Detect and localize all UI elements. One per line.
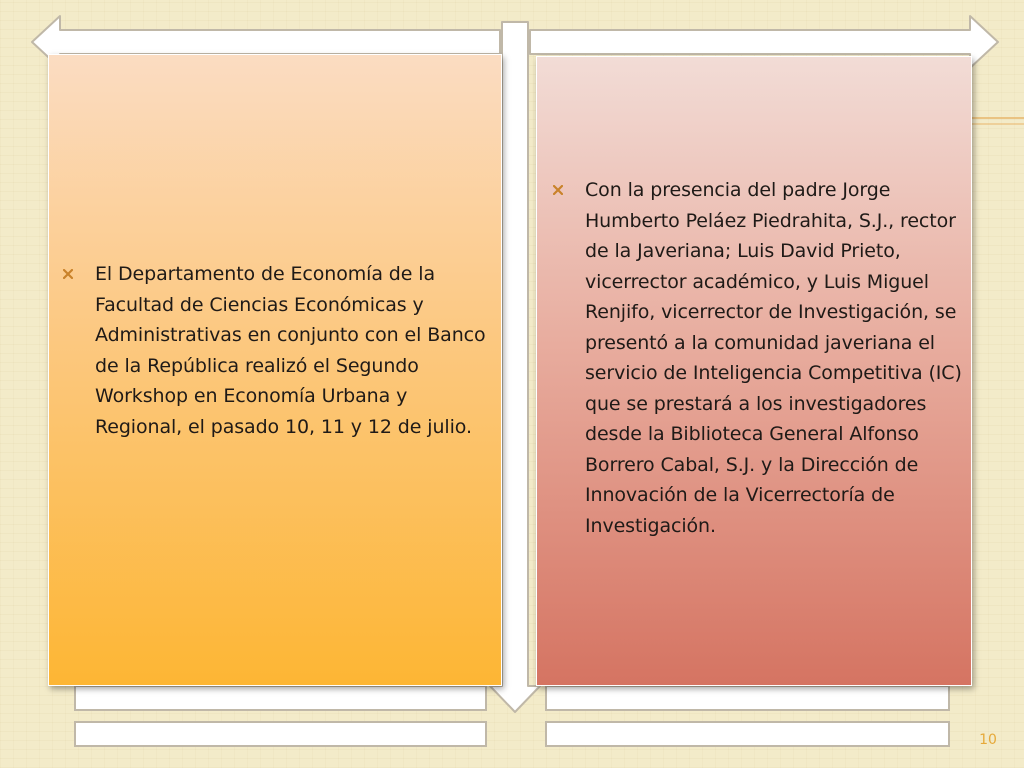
right-content-panel <box>536 56 972 686</box>
right-bullet-item <box>549 175 963 541</box>
x-bullet-icon <box>59 259 95 289</box>
left-content-panel <box>48 54 502 686</box>
bottom-bar-left-1 <box>75 686 486 710</box>
slide-number: 10 <box>979 732 997 748</box>
left-panel-text: El Departamento de Economía de la Facultad de Ciencias Económicas y Administrativas en conjunto con el Banco de la República realizó el Segundo Workshop en Economía Urbana y Regional, el pasado 10, 11 y 12 de julio. <box>95 263 486 438</box>
x-bullet-icon <box>549 175 585 205</box>
right-panel-text: Con la presencia del padre Jorge Humberto Peláez Piedrahita, S.J., rector de la Javeriana; Luis David Prieto, vicerrector académico, y Luis Miguel Renjifo, vicerrector de Investigación, se presentó a la comunidad javeriana el servicio de Inteligencia Competitiva (IC) que se prestará a los investigadores desde la Biblioteca General Alfonso Borrero Cabal, S.J. y la Dirección de Innovación de la Vicerrectoría de Investigación. <box>585 179 962 537</box>
bottom-bar-right-1 <box>546 686 949 710</box>
left-bullet-item <box>59 259 489 442</box>
bottom-bar-left-2 <box>75 722 486 746</box>
bottom-bar-right-2 <box>546 722 949 746</box>
